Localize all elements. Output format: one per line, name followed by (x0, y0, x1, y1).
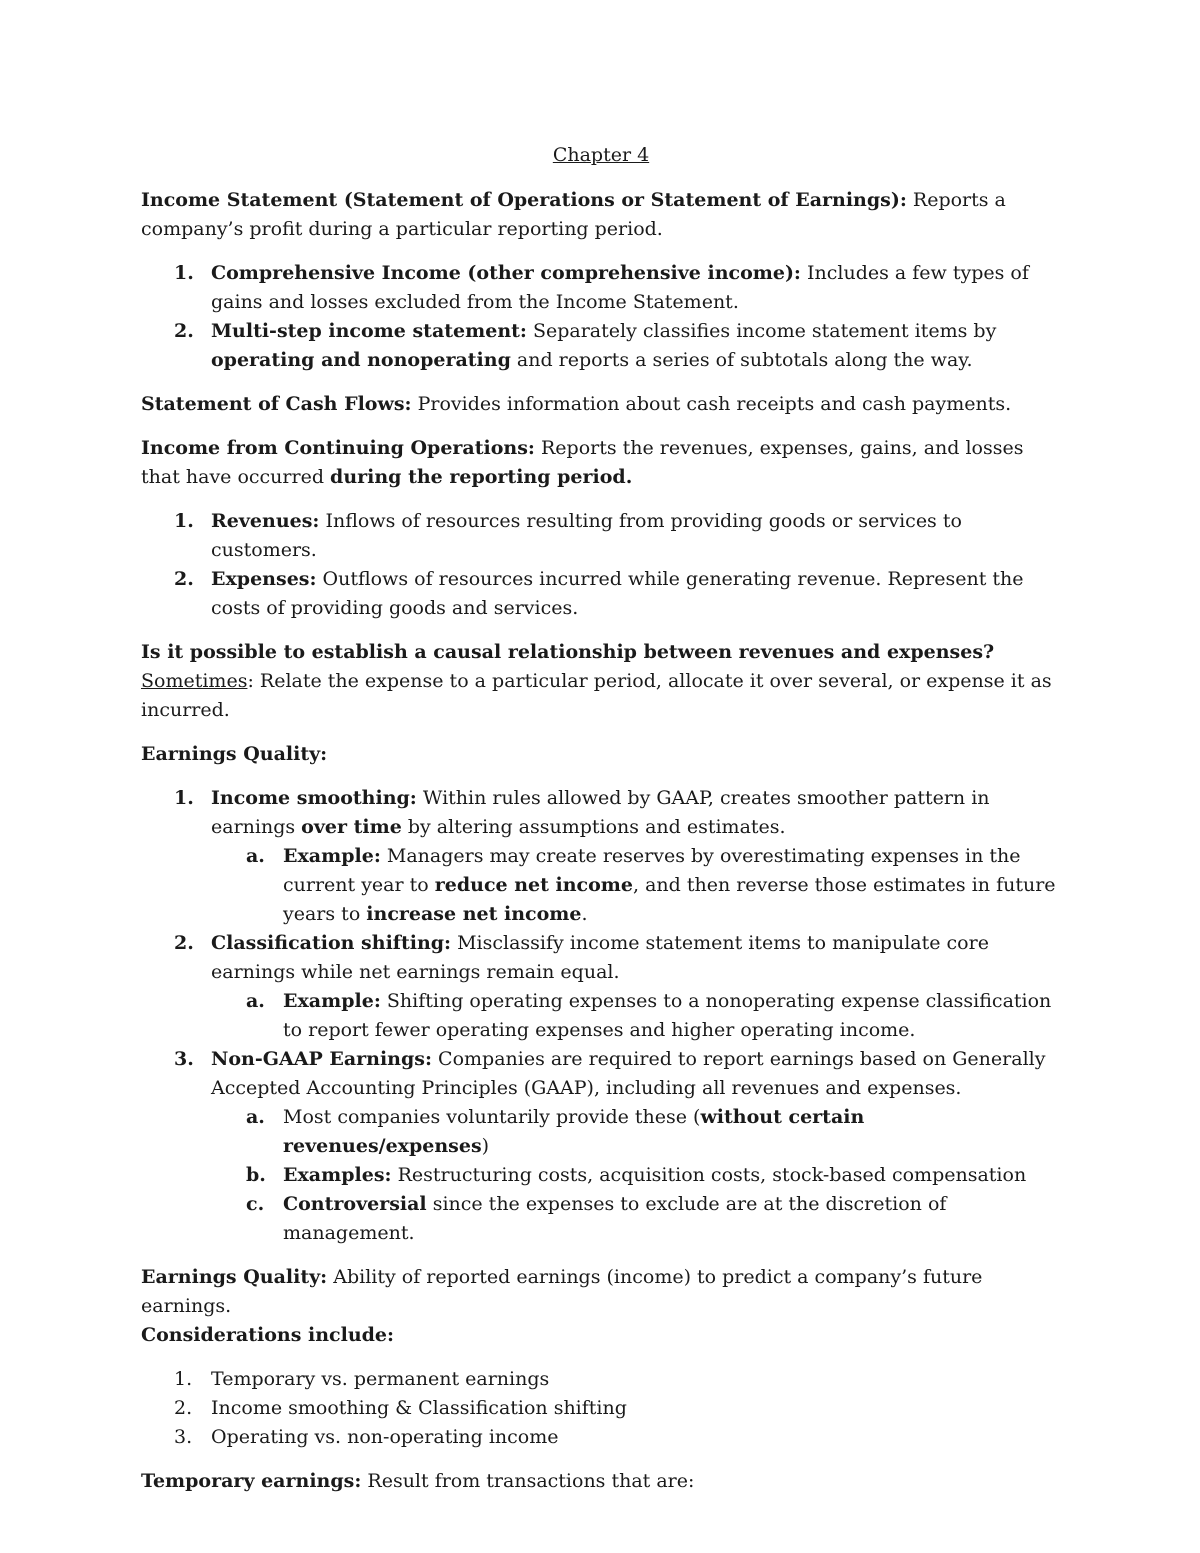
sub-list-item: b. Examples: Restructuring costs, acquisition costs, stock-based compensation (246, 1164, 1027, 1186)
list-item: 3. Operating vs. non-operating income (174, 1426, 559, 1448)
term: Income Statement (Statement of Operations or Statement of Earnings): (141, 189, 907, 211)
sub-list-item: a. Example: Managers may create reserves by overestimating expenses in the current year to reduce net income, and then reverse those estimates in future years to increase net income. (246, 845, 1056, 925)
list-item: 1. Revenues: Inflows of resources resulting from providing goods or services to customers. (174, 510, 962, 561)
earnings-quality-list (141, 784, 1061, 1248)
page-title: Chapter 4 (552, 144, 650, 166)
sub-list-item: c. Controversial since the expenses to exclude are at the discretion of management. (246, 1193, 947, 1244)
earnings-quality-definition: Earnings Quality: Ability of reported earnings (income) to predict a company’s future earnings. Considerations include: (141, 1266, 983, 1346)
list-item: 1. Comprehensive Income (other comprehensive income): Includes a few types of gains and losses excluded from the Income Statement. (174, 262, 1029, 313)
list-item: 2. Multi-step income statement: Separately classifies income statement items by operating and nonoperating and reports a series of subtotals along the way. (174, 320, 997, 371)
income-statement-paragraph: Income Statement (Statement of Operations or Statement of Earnings): Reports a company’s profit during a particular reporting period. (141, 189, 1006, 240)
earnings-quality-heading: Earnings Quality: (141, 743, 328, 765)
list-item: 1. Temporary vs. permanent earnings (174, 1368, 550, 1390)
sub-list-item: a. Most companies voluntarily provide these (without certain revenues/expenses) (246, 1106, 865, 1157)
list-item: 2. Classification shifting: Misclassify income statement items to manipulate core earnings while net earnings remain equal. a. Example: Shifting operating expenses to a nonoperating expense classification to report fewer operating expenses and higher operating income. (141, 929, 1061, 1045)
considerations-list (141, 1365, 1061, 1452)
causal-relationship-paragraph: Is it possible to establish a causal relationship between revenues and expenses? Sometimes: Relate the expense to a particular period, allocate it over several, or expense it as incurred. (141, 641, 1052, 721)
temporary-earnings-paragraph: Temporary earnings: Result from transactions that are: (141, 1470, 695, 1492)
cash-flows-paragraph: Statement of Cash Flows: Provides information about cash receipts and cash payments. (141, 393, 1012, 415)
continuing-operations-list (141, 507, 1061, 623)
list-item: 1. Income smoothing: Within rules allowed by GAAP, creates smoother pattern in earnings over time by altering assumptions and estimates. a. Example: Managers may create reserves by overestimating expenses in the current year to reduce net income, and then reverse those estimates in future years to increase net income. (141, 784, 1061, 929)
document-content (141, 141, 1061, 1511)
sub-list-item: a. Example: Shifting operating expenses to a nonoperating expense classification to report fewer operating expenses and higher operating income. (246, 990, 1052, 1041)
list-item: 3. Non-GAAP Earnings: Companies are required to report earnings based on Generally Accepted Accounting Principles (GAAP), including all revenues and expenses. a. Most companies voluntarily provide these (without certain revenues/expenses) b. Examples: Restructuring costs, acquisition costs, stock-based compensation c. Controversial since the expenses to exclude are at the discretion of management. (141, 1045, 1061, 1248)
income-statement-list (141, 259, 1061, 375)
list-item: 2. Income smoothing & Classification shifting (174, 1397, 627, 1419)
continuing-operations-paragraph: Income from Continuing Operations: Reports the revenues, expenses, gains, and losses that have occurred during the reporting period. (141, 437, 1024, 488)
list-item: 2. Expenses: Outflows of resources incurred while generating revenue. Represent the costs of providing goods and services. (174, 568, 1024, 619)
